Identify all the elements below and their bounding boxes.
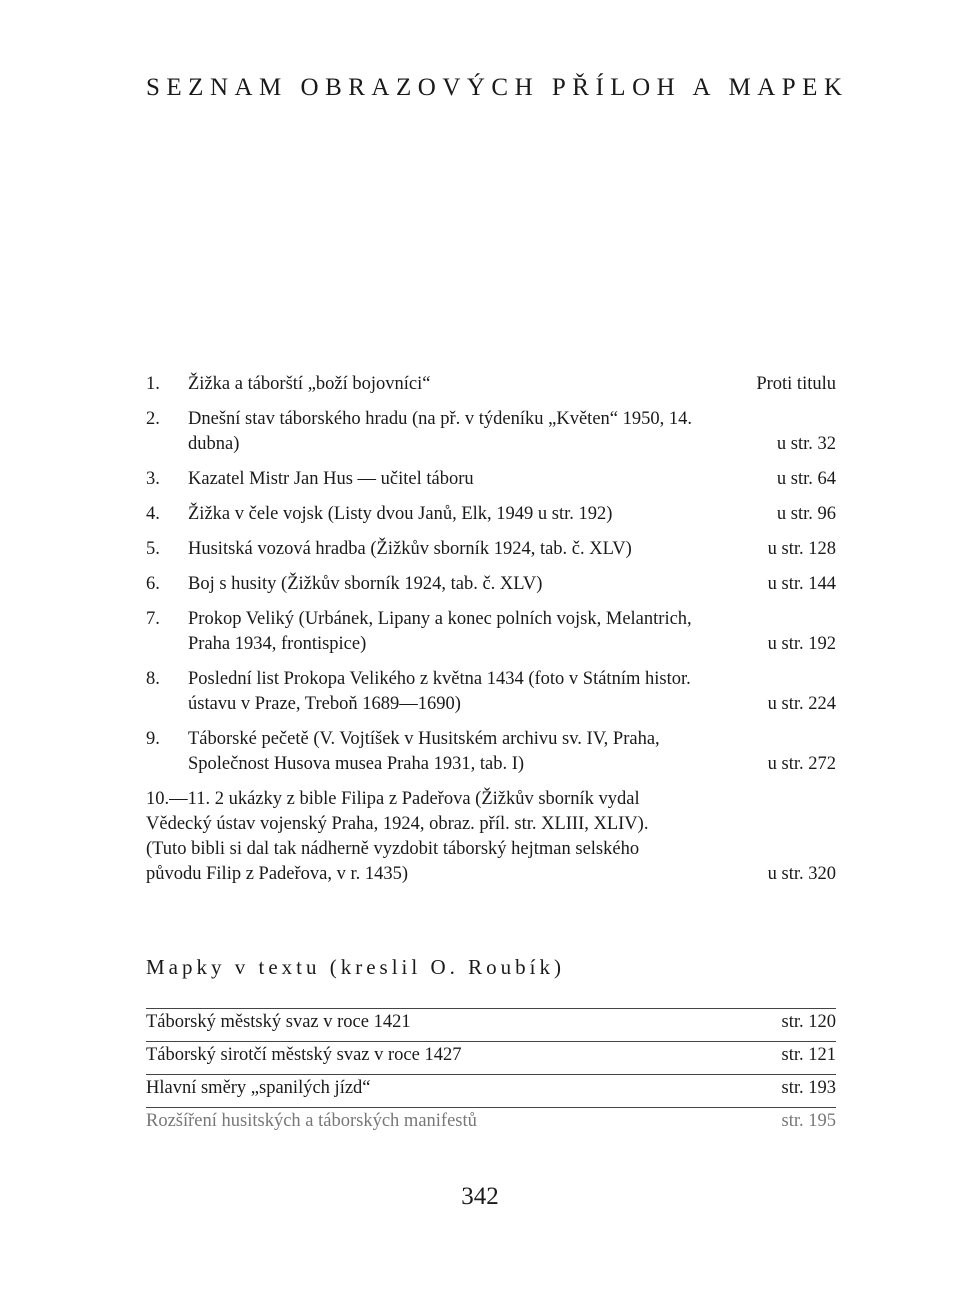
page-heading: SEZNAM OBRAZOVÝCH PŘÍLOH A MAPEK — [146, 74, 849, 101]
table-row — [146, 1107, 836, 1140]
item-page: u str. 32 — [776, 434, 836, 454]
list-item — [146, 787, 836, 887]
item-page: u str. 224 — [767, 694, 836, 714]
item-title: Dnešní stav táborského hradu (na př. v týdeníku „Květen“ 1950, 14. dubna) — [188, 409, 692, 454]
map-page: str. 195 — [781, 1111, 836, 1131]
item-title: Boj s husity (Žižkův sborník 1924, tab. č. XLV) — [188, 574, 543, 594]
map-title: Rozšíření husitských a táborských manifestů — [146, 1111, 477, 1131]
illustrations-list — [146, 372, 836, 897]
item-title: Táborské pečetě (V. Vojtíšek v Husitském archivu sv. IV, Praha, Společnost Husova musea Praha 1931, tab. I) — [188, 729, 660, 774]
item-number: 7. — [146, 609, 160, 629]
item-number: 4. — [146, 504, 160, 524]
list-item — [146, 727, 836, 777]
item-page: u str. 320 — [767, 864, 836, 884]
item-page: u str. 64 — [776, 469, 836, 489]
item-number: 8. — [146, 669, 160, 689]
list-item — [146, 537, 836, 562]
list-item — [146, 572, 836, 597]
item-number: 6. — [146, 574, 160, 594]
table-row — [146, 1041, 836, 1074]
page-number: 342 — [461, 1183, 499, 1210]
item-title: Poslední list Prokopa Velikého z května 1434 (foto v Státním histor. ústavu v Praze, Treboň 1689—1690) — [188, 669, 691, 714]
item-page: u str. 96 — [776, 504, 836, 524]
map-title: Táborský městský svaz v roce 1421 — [146, 1012, 411, 1032]
item-number: 3. — [146, 469, 160, 489]
map-page: str. 120 — [781, 1012, 836, 1032]
item-page: u str. 272 — [767, 754, 836, 774]
list-item — [146, 502, 836, 527]
item-number: 10.—11. — [146, 789, 211, 809]
item-title: Husitská vozová hradba (Žižkův sborník 1924, tab. č. XLV) — [188, 539, 632, 559]
maps-list — [146, 1008, 836, 1140]
maps-section-title: Mapky v textu (kreslil O. Roubík) — [146, 955, 565, 979]
list-item — [146, 467, 836, 492]
item-title-text: 2 ukázky z bible Filipa z Padeřova (Žižkův sborník vydal Vědecký ústav vojenský Praha, 1924, obraz. příl. str. XLIII, XLIV). (Tuto bibli si dal tak nádherně vyzdobit táborský hejtman selského původu Filip z Padeřova, v r. 1435) — [146, 789, 649, 884]
item-title: Kazatel Mistr Jan Hus — učitel táboru — [188, 469, 474, 489]
item-page: u str. 128 — [767, 539, 836, 559]
item-page: Proti titulu — [756, 374, 836, 394]
item-number: 1. — [146, 374, 160, 394]
list-item — [146, 407, 836, 457]
item-title: Žižka v čele vojsk (Listy dvou Janů, Elk, 1949 u str. 192) — [188, 504, 613, 524]
item-number: 9. — [146, 729, 160, 749]
item-title: Žižka a táborští „boží bojovníci“ — [188, 374, 431, 394]
item-title — [146, 787, 674, 887]
map-title: Hlavní směry „spanilých jízd“ — [146, 1078, 371, 1098]
map-page: str. 193 — [781, 1078, 836, 1098]
item-page: u str. 192 — [767, 634, 836, 654]
list-item — [146, 667, 836, 717]
item-page: u str. 144 — [767, 574, 836, 594]
map-page: str. 121 — [781, 1045, 836, 1065]
item-title: Prokop Veliký (Urbánek, Lipany a konec polních vojsk, Melantrich, Praha 1934, frontispice) — [188, 609, 692, 654]
table-row — [146, 1008, 836, 1041]
list-item — [146, 607, 836, 657]
item-number: 2. — [146, 409, 160, 429]
list-item — [146, 372, 836, 397]
map-title: Táborský sirotčí městský svaz v roce 1427 — [146, 1045, 462, 1065]
table-row — [146, 1074, 836, 1107]
item-number: 5. — [146, 539, 160, 559]
